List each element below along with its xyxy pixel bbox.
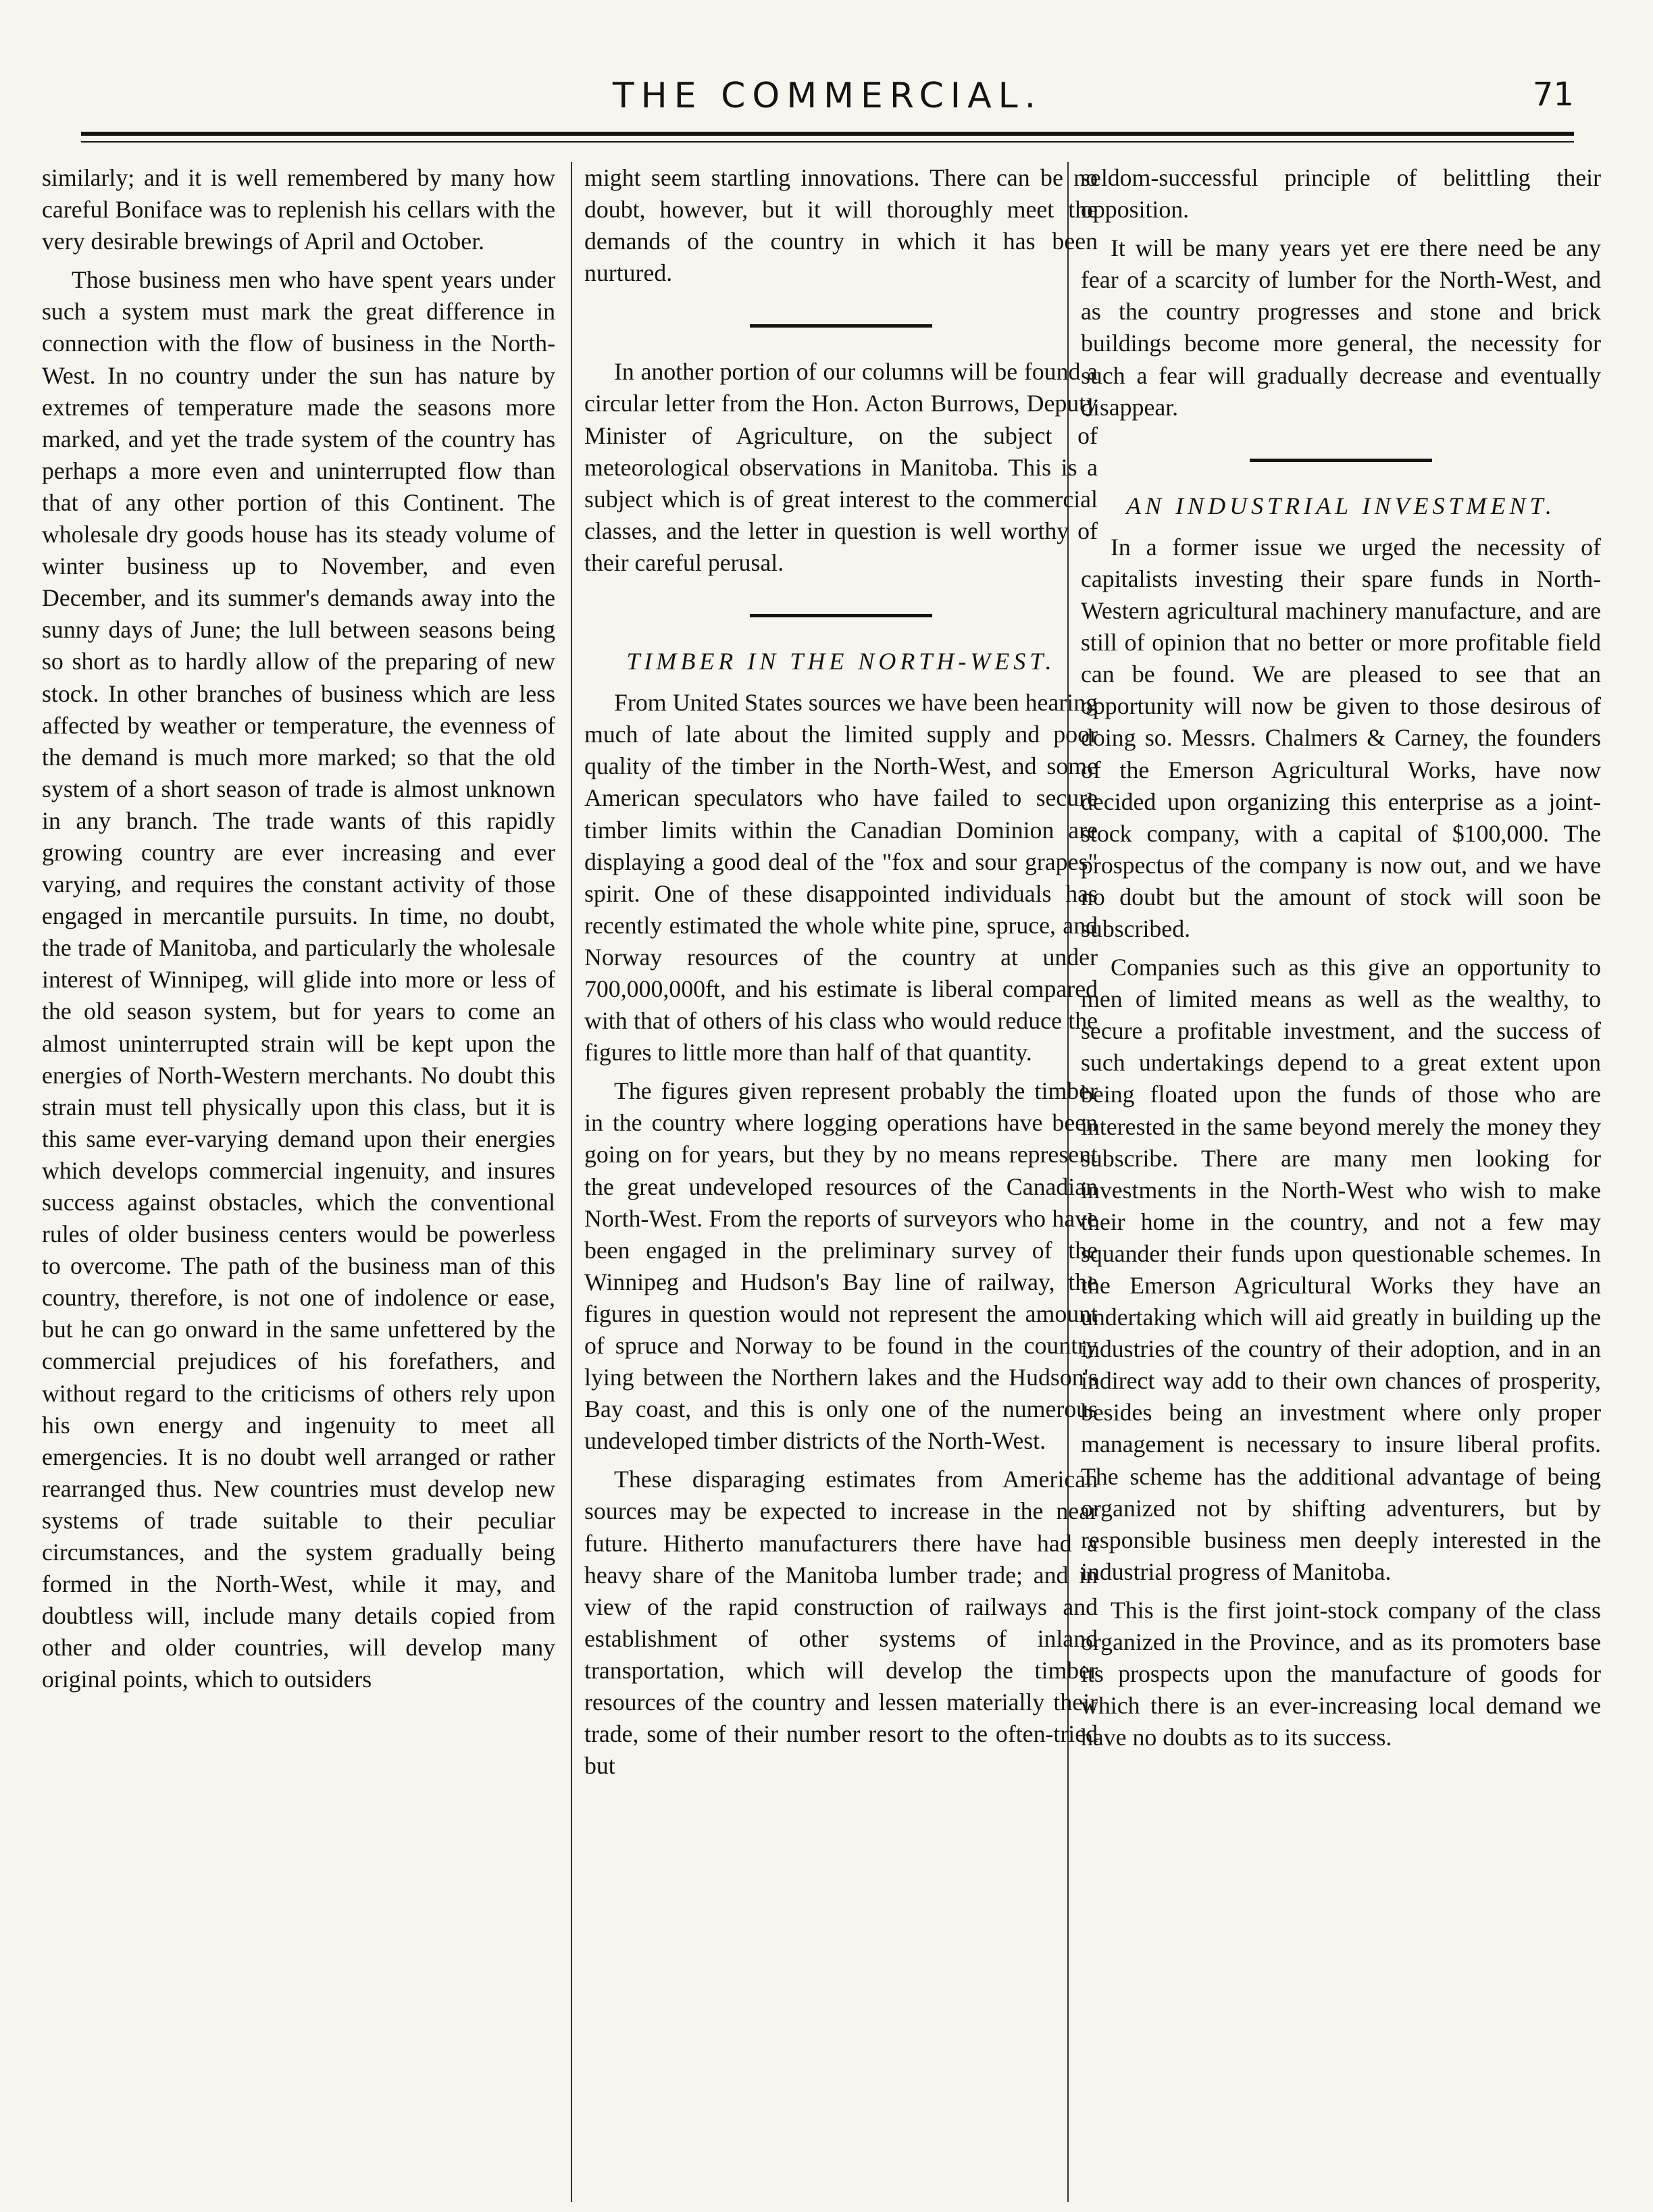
article-paragraph: These disparaging estimates from American sources may be expected to increase in the near future. Hitherto manufacturers there have had a heavy share of the Manitoba lumber trade; and in view of the rapid construction of railways and establishment of other systems of inland transportation, which will develop the timber resources of the country and lessen materially their trade, some of their number resort to the often-tried but (584, 1466, 1098, 1780)
article-paragraph: The figures given represent probably the timber in the country where logging operations have been going on for years, but they by no means represent the great undeveloped resources of the Canadian North-West. From the reports of surveyors who have been engaged in the preliminary survey of the Winnipeg and Hudson's Bay line of railway, the figures in question would not represent the amount of spruce and Norway to be found in the country lying between the Northern lakes and the Hudson's Bay coast, and this is only one of the numerous undeveloped timber districts of the North-West. (584, 1077, 1098, 1455)
article-paragraph: In another portion of our columns will be found a circular letter from the Hon. Acton Burrows, Deputy Minister of Agriculture, on the subject of meteorological observations in Manitoba. This is a subject which is of great interest to the commercial classes, and the letter in question is well worthy of their careful perusal. (584, 358, 1098, 576)
article-paragraph: Those business men who have spent years under such a system must mark the great difference in connection with the flow of business in the North-West. In no country under the sun has nature by extremes of temperature made the seasons more marked, and yet the trade system of the country has perhaps a more even and uninterrupted flow than that of any other portion of this Continent. The wholesale dry goods house has its steady volume of winter business up to November, and even December, and its summer's demands away into the sunny days of June; the lull between seasons being so short as to hardly allow of the preparing of new stock. In other branches of business which are less affected by weather or temperature, the evenness of the demand is much more marked; so that the old system of a short season of trade is almost unknown in any branch. The trade wants of this rapidly growing country are ever increasing and ever varying, and requires the constant activity of those engaged in mercantile pursuits. In time, no doubt, the trade of Manitoba, and particularly the wholesale interest of Winnipeg, will glide into more or less of the old season system, but for years to come an almost uninterrupted strain will be kept upon the energies of North-Western merchants. No doubt this strain must tell physically upon this class, but it is this same ever-varying demand upon their energies which develops commercial ingenuity, and insures success against obstacles, which the conventional rules of older business centers would be powerless to overcome. The path of the business man of this country, therefore, is not one of indolence or ease, but he can go onward in the same unfettered by the commercial prejudices of his forefathers, and without regard to the criticisms of others rely upon his own energy and ingenuity to meet all emergencies. It is no doubt well arranged or rather rearranged thus. New countries must develop new systems of trade suitable to their peculiar circumstances, and the system gradually being formed in the North-West, while it may, and doubtless will, include many details copied from other and older countries, will develop many original points, which to outsiders (42, 266, 555, 1693)
article-heading: TIMBER IN THE NORTH-WEST. (626, 648, 1056, 675)
section-separator (750, 324, 932, 328)
masthead-rule-thin (81, 141, 1574, 143)
article-paragraph: might seem startling innovations. There can be no doubt, however, but it will thoroughly meet the demands of the country in which it has been nurtured. (584, 164, 1098, 287)
article-paragraph: In a former issue we urged the necessity of capitalists investing their spare funds in North-Western agricultural machinery manufacture, and are still of opinion that no better or more profitable field can be found. We are pleased to see that an opportunity will now be given to those desirous of doing so. Messrs. Chalmers & Carney, the founders of the Emerson Agricultural Works, have now decided upon organizing this enterprise as a joint-stock company, with a capital of $100,000. The prospectus of the company is now out, and we have no doubt but the amount of stock will soon be subscribed. (1081, 533, 1601, 942)
column-2 (584, 162, 1098, 2195)
article-paragraph: This is the first joint-stock company of the class organized in the Province, and as its promoters base its prospects upon the manufacture of goods for which there is an ever-increasing local demand we have no doubts as to its success. (1081, 1596, 1601, 1751)
section-separator (1250, 459, 1432, 462)
article-paragraph: Companies such as this give an opportunity to men of limited means as well as the wealthy, to secure a profitable investment, and the success of such undertakings depend to a great extent upon being floated upon the funds of those who are interested in the same beyond merely the money they subscribe. There are many men looking for investments in the North-West who wish to make their home in the country, and not a few may squander their funds upon questionable schemes. In the Emerson Agricultural Works they have an undertaking which will aid greatly in building up the industries of the country of their adoption, and in an indirect way add to their own chances of prosperity, besides being an investment where only proper management is necessary to insure liberal profits. The scheme has the additional advantage of being organized not by shifting adventurers, but by responsible business men deeply interested in the industrial progress of Manitoba. (1081, 954, 1601, 1585)
article-heading: AN INDUSTRIAL INVESTMENT. (1126, 492, 1556, 519)
column-divider (571, 162, 572, 2202)
masthead-rule-thick (81, 132, 1574, 136)
publication-title: THE COMMERCIAL. (612, 76, 1043, 116)
column-3 (1081, 162, 1601, 2195)
article-paragraph: similarly; and it is well remembered by many how careful Boniface was to replenish his cellars with the very desirable brewings of April and October. (42, 164, 555, 255)
masthead (81, 76, 1574, 116)
column-1 (42, 162, 555, 2195)
article-paragraph: From United States sources we have been hearing much of late about the limited supply and poor quality of the timber in the North-West, and some American speculators who have failed to secure timber limits within the Canadian Dominion are displaying a good deal of the "fox and sour grapes" spirit. One of these disappointed individuals has recently estimated the whole white pine, spruce, and Norway resources of the country at under 700,000,000ft, and his estimate is liberal compared with that of others of his class who would reduce the figures to little more than half of that quantity. (584, 689, 1098, 1066)
page-number: 71 (1532, 76, 1574, 113)
article-paragraph: seldom-successful principle of belittling their opposition. (1081, 164, 1601, 224)
section-separator (750, 614, 932, 617)
article-paragraph: It will be many years yet ere there need be any fear of a scarcity of lumber for the North-West, and as the country progresses and stone and brick buildings become more general, the necessity for such a fear will gradually decrease and eventually disappear. (1081, 234, 1601, 421)
